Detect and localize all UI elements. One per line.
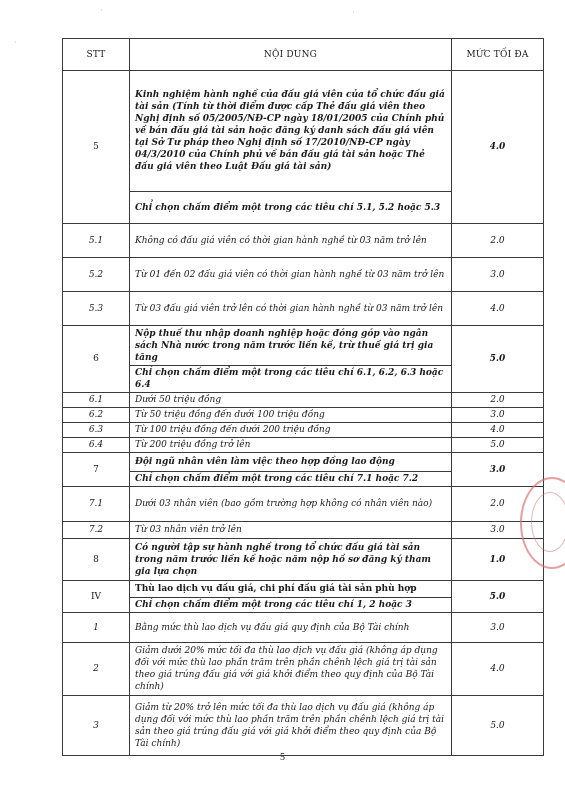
table-row — [63, 393, 544, 408]
table-row — [63, 258, 544, 292]
page-number: 5 — [280, 752, 285, 763]
row-content: Từ 03 nhân viên trở lên — [130, 522, 452, 539]
header-content: NỘI DUNG — [130, 39, 452, 71]
row-content: Có người tập sự hành nghề trong tổ chức đấu giá tài sản trong năm trước liền kề hoặc năm nộp hồ sơ đăng ký tham gia lựa chọn — [130, 539, 452, 581]
table-row — [63, 224, 544, 258]
row-max-score: 4.0 — [452, 643, 544, 696]
row-stt: 7 — [63, 453, 130, 487]
row-max-score: 2.0 — [452, 224, 544, 258]
row-content: Từ 200 triệu đồng trở lên — [130, 438, 452, 453]
row-max-score: 5.0 — [452, 581, 544, 613]
row-content: Dưới 50 triệu đồng — [130, 393, 452, 408]
scoring-table — [62, 38, 544, 756]
row-stt: 8 — [63, 539, 130, 581]
table-row — [63, 643, 544, 696]
row-stt: 6.3 — [63, 423, 130, 438]
row-content: Dưới 03 nhân viên (bao gồm trường hợp không có nhân viên nào) — [130, 487, 452, 522]
row-max-score: 3.0 — [452, 408, 544, 423]
row-stt: 7.2 — [63, 522, 130, 539]
row-max-score: 3.0 — [452, 522, 544, 539]
row-stt: 1 — [63, 613, 130, 643]
row-note: Chỉ chọn chấm điểm một trong các tiêu chí 5.1, 5.2 hoặc 5.3 — [130, 192, 452, 224]
row-stt: 5.3 — [63, 292, 130, 326]
row-content: Kinh nghiệm hành nghề của đấu giá viên của tổ chức đấu giá tài sản (Tính từ thời điểm được cấp Thẻ đấu giá viên theo Nghị định số 05/2005/NĐ-CP ngày 18/01/2005 của Chính phủ về bán đấu giá tài sản hoặc đăng ký danh sách đấu giá viên tại Sở Tư pháp theo Nghị định số 17/2010/NĐ-CP ngày 04/3/2010 của Chính phủ về bán đấu giá tài sản hoặc Thẻ đấu giá viên theo Luật Đấu giá tài sản) — [130, 71, 452, 192]
row-content: Đội ngũ nhân viên làm việc theo hợp đồng lao động — [130, 453, 452, 472]
row-stt: 5.1 — [63, 224, 130, 258]
row-content: Nộp thuế thu nhập doanh nghiệp hoặc đóng góp vào ngân sách Nhà nước trong năm trước liền kề, trừ thuế giá trị gia tăng — [130, 326, 452, 366]
row-stt: 5.2 — [63, 258, 130, 292]
row-max-score: 1.0 — [452, 539, 544, 581]
table-row — [63, 581, 544, 598]
table-row — [63, 453, 544, 472]
table-row — [63, 696, 544, 756]
row-note: Chỉ chọn chấm điểm một trong các tiêu chí 6.1, 6.2, 6.3 hoặc 6.4 — [130, 366, 452, 393]
row-stt: 2 — [63, 643, 130, 696]
table-row — [63, 539, 544, 581]
row-max-score: 3.0 — [452, 613, 544, 643]
row-content: Từ 01 đến 02 đấu giá viên có thời gian hành nghề từ 03 năm trở lên — [130, 258, 452, 292]
row-stt: 7.1 — [63, 487, 130, 522]
scan-speck: · — [352, 8, 355, 18]
table-row — [63, 487, 544, 522]
table-row — [63, 613, 544, 643]
row-stt: 6.1 — [63, 393, 130, 408]
row-max-score: 5.0 — [452, 438, 544, 453]
row-max-score: 4.0 — [452, 292, 544, 326]
row-content: Từ 03 đấu giá viên trở lên có thời gian hành nghề từ 03 năm trở lên — [130, 292, 452, 326]
row-content: Từ 100 triệu đồng đến dưới 200 triệu đồng — [130, 423, 452, 438]
table-row — [63, 423, 544, 438]
header-max: MỨC TỐI ĐA — [452, 39, 544, 71]
row-stt: 6.2 — [63, 408, 130, 423]
table-row — [63, 71, 544, 192]
row-stt: IV — [63, 581, 130, 613]
row-content: Thù lao dịch vụ đấu giá, chi phí đấu giá tài sản phù hợp — [130, 581, 452, 598]
table-row — [63, 326, 544, 366]
row-max-score: 3.0 — [452, 258, 544, 292]
table-header-row — [63, 39, 544, 71]
row-max-score: 5.0 — [452, 326, 544, 393]
header-stt: STT — [63, 39, 130, 71]
red-seal-stamp-inner-ring — [531, 492, 565, 552]
row-note: Chỉ chọn chấm điểm một trong các tiêu chí 7.1 hoặc 7.2 — [130, 472, 452, 487]
row-stt: 3 — [63, 696, 130, 756]
table-row — [63, 408, 544, 423]
row-content: Từ 50 triệu đồng đến dưới 100 triệu đồng — [130, 408, 452, 423]
row-max-score: 4.0 — [452, 71, 544, 224]
row-note: Chỉ chọn chấm điểm một trong các tiêu chí 1, 2 hoặc 3 — [130, 598, 452, 613]
row-max-score: 2.0 — [452, 487, 544, 522]
scan-speck: · — [100, 6, 103, 16]
row-stt: 6.4 — [63, 438, 130, 453]
row-content: Giảm từ 20% trở lên mức tối đa thù lao dịch vụ đấu giá (không áp dụng đối với mức thù lao phần trăm trên phần chênh lệch giá trị tài sản theo giá trúng đấu giá với giá khởi điểm theo quy định của Bộ Tài chính) — [130, 696, 452, 756]
row-content: Không có đấu giá viên có thời gian hành nghề từ 03 năm trở lên — [130, 224, 452, 258]
row-max-score: 5.0 — [452, 696, 544, 756]
table-row — [63, 522, 544, 539]
row-stt: 6 — [63, 326, 130, 393]
row-max-score: 4.0 — [452, 423, 544, 438]
row-max-score: 2.0 — [452, 393, 544, 408]
table-row — [63, 438, 544, 453]
row-content: Bằng mức thù lao dịch vụ đấu giá quy định của Bộ Tài chính — [130, 613, 452, 643]
row-content: Giảm dưới 20% mức tối đa thù lao dịch vụ đấu giá (không áp dụng đối với mức thù lao phần trăm trên phần chênh lệch giá trị tài sản theo giá trúng đấu giá với giá khởi điểm theo quy định của Bộ Tài chính) — [130, 643, 452, 696]
row-stt: 5 — [63, 71, 130, 224]
table-row — [63, 292, 544, 326]
scan-speck: · — [14, 38, 17, 48]
row-max-score: 3.0 — [452, 453, 544, 487]
